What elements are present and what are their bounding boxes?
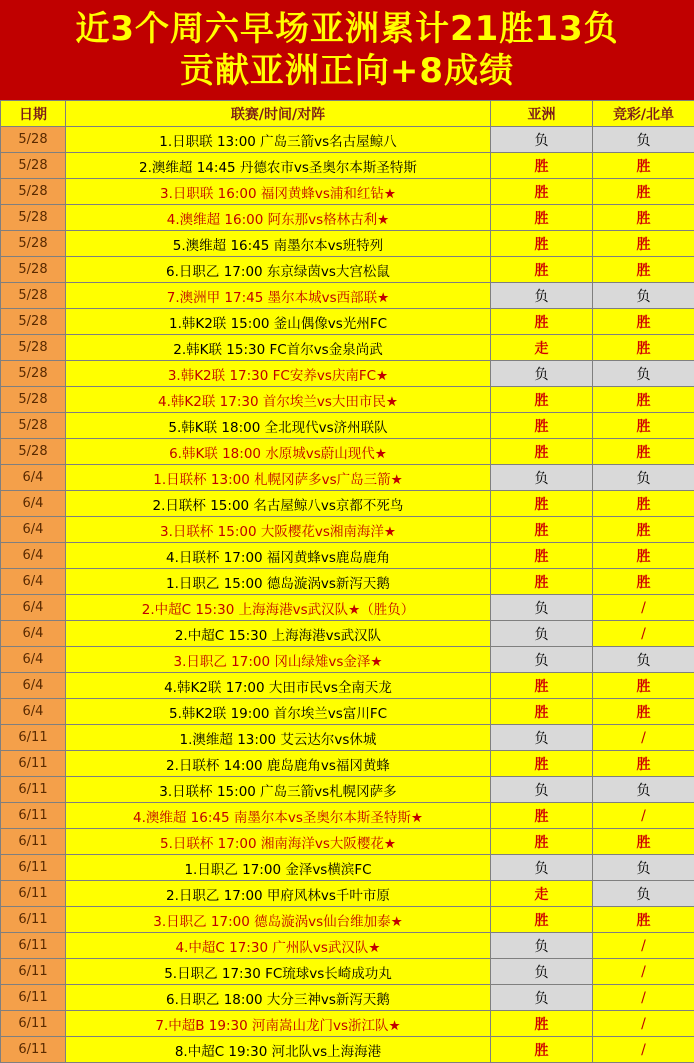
row-match: 5.日联杯 17:00 湘南海洋vs大阪樱花★: [66, 829, 491, 855]
row-lottery-result: 胜: [593, 205, 694, 231]
row-match: 4.韩K2联 17:00 大田市民vs全南天龙: [66, 673, 491, 699]
row-date: 6/11: [1, 777, 66, 803]
table-row: [1, 907, 694, 933]
row-date: 6/11: [1, 751, 66, 777]
row-match: 3.日联杯 15:00 大阪樱花vs湘南海洋★: [66, 517, 491, 543]
row-lottery-result: /: [593, 959, 694, 985]
table-row: [1, 309, 694, 335]
row-asia-result: 胜: [491, 491, 593, 517]
row-date: 5/28: [1, 257, 66, 283]
row-asia-result: 胜: [491, 257, 593, 283]
row-asia-result: 胜: [491, 543, 593, 569]
row-date: 5/28: [1, 335, 66, 361]
row-lottery-result: 胜: [593, 153, 694, 179]
row-match: 6.日职乙 18:00 大分三神vs新泻天鹅: [66, 985, 491, 1011]
header-match: 联赛/时间/对阵: [66, 101, 491, 127]
row-date: 6/11: [1, 985, 66, 1011]
table-row: [1, 387, 694, 413]
row-lottery-result: 胜: [593, 491, 694, 517]
row-date: 5/28: [1, 127, 66, 153]
row-lottery-result: /: [593, 1011, 694, 1037]
row-date: 6/4: [1, 647, 66, 673]
row-lottery-result: /: [593, 1037, 694, 1063]
banner-line-1: 近3个周六早场亚洲累计21胜13负: [0, 8, 694, 50]
row-date: 5/28: [1, 231, 66, 257]
row-asia-result: 负: [491, 933, 593, 959]
row-date: 6/11: [1, 959, 66, 985]
row-lottery-result: 负: [593, 855, 694, 881]
row-date: 6/4: [1, 491, 66, 517]
row-asia-result: 负: [491, 985, 593, 1011]
row-lottery-result: 负: [593, 881, 694, 907]
row-match: 6.韩K联 18:00 水原城vs蔚山现代★: [66, 439, 491, 465]
row-date: 5/28: [1, 387, 66, 413]
row-asia-result: 胜: [491, 387, 593, 413]
table-row: [1, 829, 694, 855]
table-row: [1, 751, 694, 777]
table-row: [1, 465, 694, 491]
row-lottery-result: 胜: [593, 335, 694, 361]
row-asia-result: 胜: [491, 309, 593, 335]
table-row: [1, 881, 694, 907]
table-row: [1, 257, 694, 283]
row-lottery-result: 胜: [593, 179, 694, 205]
table-row: [1, 127, 694, 153]
row-asia-result: 负: [491, 725, 593, 751]
row-date: 5/28: [1, 439, 66, 465]
row-match: 2.澳维超 14:45 丹德农市vs圣奥尔本斯圣特斯: [66, 153, 491, 179]
row-match: 5.韩K2联 19:00 首尔埃兰vs富川FC: [66, 699, 491, 725]
row-match: 1.日职乙 17:00 金泽vs横滨FC: [66, 855, 491, 881]
row-lottery-result: 胜: [593, 699, 694, 725]
row-match: 3.日职乙 17:00 冈山绿雉vs金泽★: [66, 647, 491, 673]
row-date: 6/4: [1, 543, 66, 569]
row-lottery-result: 负: [593, 465, 694, 491]
table-row: [1, 439, 694, 465]
table-row: [1, 205, 694, 231]
row-match: 7.中超B 19:30 河南嵩山龙门vs浙江队★: [66, 1011, 491, 1037]
table-row: [1, 933, 694, 959]
row-asia-result: 胜: [491, 803, 593, 829]
row-lottery-result: 负: [593, 127, 694, 153]
row-date: 6/11: [1, 1037, 66, 1063]
row-asia-result: 负: [491, 959, 593, 985]
table-row: [1, 1037, 694, 1063]
row-lottery-result: 胜: [593, 829, 694, 855]
row-lottery-result: 负: [593, 361, 694, 387]
row-match: 3.日职乙 17:00 德岛漩涡vs仙台维加泰★: [66, 907, 491, 933]
results-table: [0, 100, 694, 1063]
row-match: 8.中超C 19:30 河北队vs上海海港: [66, 1037, 491, 1063]
header-asia: 亚洲: [491, 101, 593, 127]
row-lottery-result: 负: [593, 283, 694, 309]
row-date: 6/4: [1, 595, 66, 621]
row-lottery-result: 胜: [593, 907, 694, 933]
row-lottery-result: 胜: [593, 543, 694, 569]
row-match: 3.日职联 16:00 福冈黄蜂vs浦和红钻★: [66, 179, 491, 205]
table-row: [1, 361, 694, 387]
row-date: 6/4: [1, 465, 66, 491]
banner-line-2: 贡献亚洲正向+8成绩: [0, 50, 694, 92]
row-lottery-result: 负: [593, 777, 694, 803]
table-row: [1, 803, 694, 829]
row-date: 5/28: [1, 153, 66, 179]
row-date: 6/11: [1, 855, 66, 881]
table-row: [1, 647, 694, 673]
row-asia-result: 胜: [491, 205, 593, 231]
row-match: 2.中超C 15:30 上海海港vs武汉队★（胜负）: [66, 595, 491, 621]
row-date: 6/11: [1, 933, 66, 959]
row-asia-result: 胜: [491, 907, 593, 933]
row-date: 6/11: [1, 881, 66, 907]
row-asia-result: 走: [491, 335, 593, 361]
row-match: 1.澳维超 13:00 艾云达尔vs休城: [66, 725, 491, 751]
table-row: [1, 231, 694, 257]
row-lottery-result: 胜: [593, 673, 694, 699]
header-row: [1, 101, 694, 127]
row-asia-result: 胜: [491, 231, 593, 257]
row-asia-result: 负: [491, 283, 593, 309]
row-asia-result: 负: [491, 647, 593, 673]
row-asia-result: 胜: [491, 751, 593, 777]
row-match: 3.日联杯 15:00 广岛三箭vs札幌冈萨多: [66, 777, 491, 803]
row-date: 5/28: [1, 309, 66, 335]
row-lottery-result: 负: [593, 647, 694, 673]
row-lottery-result: /: [593, 621, 694, 647]
row-date: 5/28: [1, 283, 66, 309]
row-match: 4.日联杯 17:00 福冈黄蜂vs鹿岛鹿角: [66, 543, 491, 569]
title-banner: [0, 0, 694, 100]
row-date: 6/11: [1, 725, 66, 751]
table-row: [1, 1011, 694, 1037]
table-row: [1, 595, 694, 621]
table-row: [1, 413, 694, 439]
row-date: 6/4: [1, 673, 66, 699]
row-asia-result: 负: [491, 595, 593, 621]
row-lottery-result: /: [593, 985, 694, 1011]
table-row: [1, 569, 694, 595]
row-lottery-result: /: [593, 725, 694, 751]
row-lottery-result: 胜: [593, 517, 694, 543]
row-lottery-result: /: [593, 933, 694, 959]
row-match: 2.日联杯 14:00 鹿岛鹿角vs福冈黄蜂: [66, 751, 491, 777]
table-row: [1, 725, 694, 751]
table-row: [1, 985, 694, 1011]
row-date: 6/11: [1, 803, 66, 829]
row-match: 5.澳维超 16:45 南墨尔本vs班特列: [66, 231, 491, 257]
table-row: [1, 621, 694, 647]
row-date: 6/11: [1, 1011, 66, 1037]
row-match: 2.韩K联 15:30 FC首尔vs金泉尚武: [66, 335, 491, 361]
row-match: 2.中超C 15:30 上海海港vs武汉队: [66, 621, 491, 647]
row-asia-result: 胜: [491, 1037, 593, 1063]
row-asia-result: 胜: [491, 1011, 593, 1037]
row-asia-result: 胜: [491, 517, 593, 543]
table-row: [1, 959, 694, 985]
row-asia-result: 负: [491, 621, 593, 647]
row-date: 6/11: [1, 907, 66, 933]
row-date: 6/11: [1, 829, 66, 855]
row-match: 1.日职联 13:00 广岛三箭vs名古屋鲸八: [66, 127, 491, 153]
row-asia-result: 负: [491, 777, 593, 803]
row-asia-result: 胜: [491, 439, 593, 465]
row-asia-result: 胜: [491, 699, 593, 725]
row-match: 4.韩K2联 17:30 首尔埃兰vs大田市民★: [66, 387, 491, 413]
row-match: 3.韩K2联 17:30 FC安养vs庆南FC★: [66, 361, 491, 387]
row-match: 5.韩K联 18:00 全北现代vs济州联队: [66, 413, 491, 439]
row-asia-result: 负: [491, 855, 593, 881]
row-match: 4.澳维超 16:45 南墨尔本vs圣奥尔本斯圣特斯★: [66, 803, 491, 829]
row-asia-result: 负: [491, 465, 593, 491]
table-row: [1, 491, 694, 517]
row-match: 1.日联杯 13:00 札幌冈萨多vs广岛三箭★: [66, 465, 491, 491]
table-row: [1, 179, 694, 205]
header-date: 日期: [1, 101, 66, 127]
row-match: 2.日职乙 17:00 甲府风林vs千叶市原: [66, 881, 491, 907]
row-asia-result: 胜: [491, 569, 593, 595]
row-match: 4.中超C 17:30 广州队vs武汉队★: [66, 933, 491, 959]
row-lottery-result: 胜: [593, 569, 694, 595]
row-date: 5/28: [1, 413, 66, 439]
row-lottery-result: 胜: [593, 231, 694, 257]
row-date: 6/4: [1, 699, 66, 725]
row-match: 7.澳洲甲 17:45 墨尔本城vs西部联★: [66, 283, 491, 309]
row-lottery-result: /: [593, 803, 694, 829]
row-asia-result: 胜: [491, 829, 593, 855]
row-lottery-result: 胜: [593, 751, 694, 777]
row-match: 2.日联杯 15:00 名古屋鲸八vs京都不死鸟: [66, 491, 491, 517]
header-lottery: 竞彩/北单: [593, 101, 694, 127]
row-lottery-result: 胜: [593, 439, 694, 465]
row-asia-result: 走: [491, 881, 593, 907]
row-lottery-result: 胜: [593, 387, 694, 413]
table-row: [1, 283, 694, 309]
row-asia-result: 胜: [491, 153, 593, 179]
row-asia-result: 胜: [491, 413, 593, 439]
table-row: [1, 673, 694, 699]
table-row: [1, 335, 694, 361]
row-match: 6.日职乙 17:00 东京绿茵vs大宫松鼠: [66, 257, 491, 283]
table-row: [1, 855, 694, 881]
table-row: [1, 543, 694, 569]
row-date: 5/28: [1, 205, 66, 231]
row-asia-result: 负: [491, 361, 593, 387]
row-match: 1.日职乙 15:00 德岛漩涡vs新泻天鹅: [66, 569, 491, 595]
row-lottery-result: /: [593, 595, 694, 621]
row-date: 6/4: [1, 569, 66, 595]
row-date: 5/28: [1, 361, 66, 387]
row-date: 5/28: [1, 179, 66, 205]
row-date: 6/4: [1, 517, 66, 543]
table-body: [1, 127, 694, 1063]
row-date: 6/4: [1, 621, 66, 647]
table-row: [1, 517, 694, 543]
row-asia-result: 胜: [491, 179, 593, 205]
table-row: [1, 777, 694, 803]
row-lottery-result: 胜: [593, 257, 694, 283]
row-asia-result: 胜: [491, 673, 593, 699]
row-match: 4.澳维超 16:00 阿东那vs格林古利★: [66, 205, 491, 231]
row-match: 1.韩K2联 15:00 釜山偶像vs光州FC: [66, 309, 491, 335]
table-row: [1, 153, 694, 179]
row-lottery-result: 胜: [593, 309, 694, 335]
table-row: [1, 699, 694, 725]
row-asia-result: 负: [491, 127, 593, 153]
row-match: 5.日职乙 17:30 FC琉球vs长崎成功丸: [66, 959, 491, 985]
row-lottery-result: 胜: [593, 413, 694, 439]
